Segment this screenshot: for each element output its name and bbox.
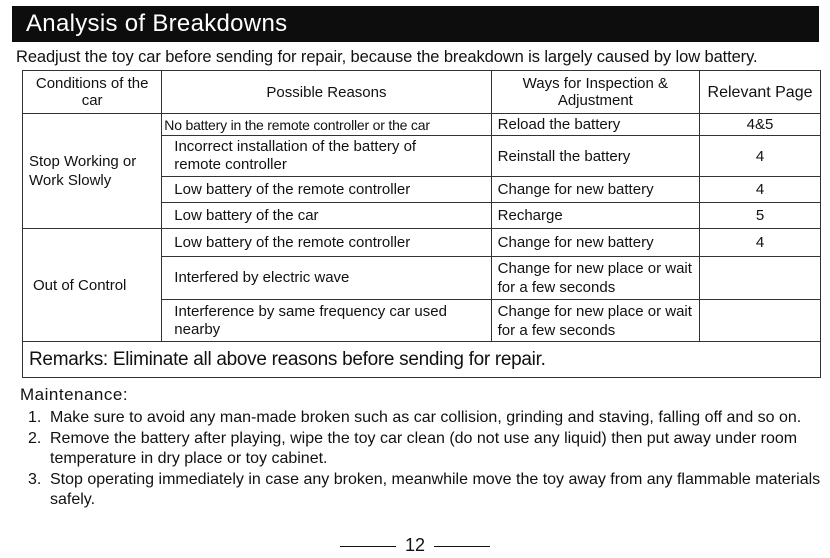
list-item-number: 2. <box>28 429 42 447</box>
reason-cell: Interference by same frequency car used nearby <box>162 300 491 342</box>
maintenance-title: Maintenance: <box>20 385 129 404</box>
header-page: Relevant Page <box>700 71 821 114</box>
way-cell: Reload the battery <box>491 114 699 136</box>
maintenance-list <box>22 408 822 511</box>
list-item-text: Remove the battery after playing, wipe the toy car clean (do not use any liquid) then put away under room temperature in dry place or toy cabinet. <box>50 429 798 467</box>
list-item <box>22 470 822 511</box>
way-cell: Change for new battery <box>491 229 699 257</box>
list-item-number: 3. <box>28 470 42 488</box>
footer-rule-left <box>340 546 396 547</box>
section-title: Analysis of Breakdowns <box>12 6 819 42</box>
footer-rule-right <box>434 546 490 547</box>
intro-text: Readjust the toy car before sending for repair, because the breakdown is largely caused by low battery. <box>16 48 758 66</box>
page-cell: 5 <box>700 203 821 229</box>
reason-cell: Low battery of the car <box>162 203 491 229</box>
way-cell: Recharge <box>491 203 699 229</box>
list-item-text: Stop operating immediately in case any broken, meanwhile move the toy away from any flammable materials safely. <box>50 470 821 508</box>
page-cell: 4 <box>700 136 821 177</box>
list-item <box>22 408 822 429</box>
way-cell: Reinstall the battery <box>491 136 699 177</box>
reason-cell: Incorrect installation of the battery of remote controller <box>162 136 491 177</box>
page-cell: 4 <box>700 229 821 257</box>
page-footer <box>0 534 830 556</box>
reason-cell: Low battery of the remote controller <box>162 229 491 257</box>
condition-cell: Stop Working or Work Slowly <box>23 114 162 229</box>
page-number: 12 <box>404 535 426 555</box>
page-cell <box>700 257 821 300</box>
reason-cell: No battery in the remote controller or the car <box>162 114 491 136</box>
way-cell: Change for new battery <box>491 177 699 203</box>
way-cell: Change for new place or wait for a few seconds <box>491 257 699 300</box>
way-cell: Change for new place or wait for a few seconds <box>491 300 699 342</box>
page-cell <box>700 300 821 342</box>
reason-cell: Interfered by electric wave <box>162 257 491 300</box>
remarks-row <box>23 342 821 378</box>
table-row <box>23 114 821 136</box>
condition-cell: Out of Control <box>23 229 162 342</box>
table-row <box>23 229 821 257</box>
list-item <box>22 429 822 470</box>
list-item-number: 1. <box>28 409 42 426</box>
reason-cell: Low battery of the remote controller <box>162 177 491 203</box>
header-reasons: Possible Reasons <box>162 71 491 114</box>
remarks-text: Remarks: Eliminate all above reasons before sending for repair. <box>23 342 821 378</box>
page-cell: 4&5 <box>700 114 821 136</box>
table-header-row <box>23 71 821 114</box>
breakdown-table <box>22 70 821 378</box>
header-ways: Ways for Inspection & Adjustment <box>491 71 699 114</box>
list-item-text: Make sure to avoid any man-made broken such as car collision, grinding and staving, falling off and so on. <box>50 409 802 426</box>
header-conditions: Conditions of the car <box>23 71 162 114</box>
page-cell: 4 <box>700 177 821 203</box>
